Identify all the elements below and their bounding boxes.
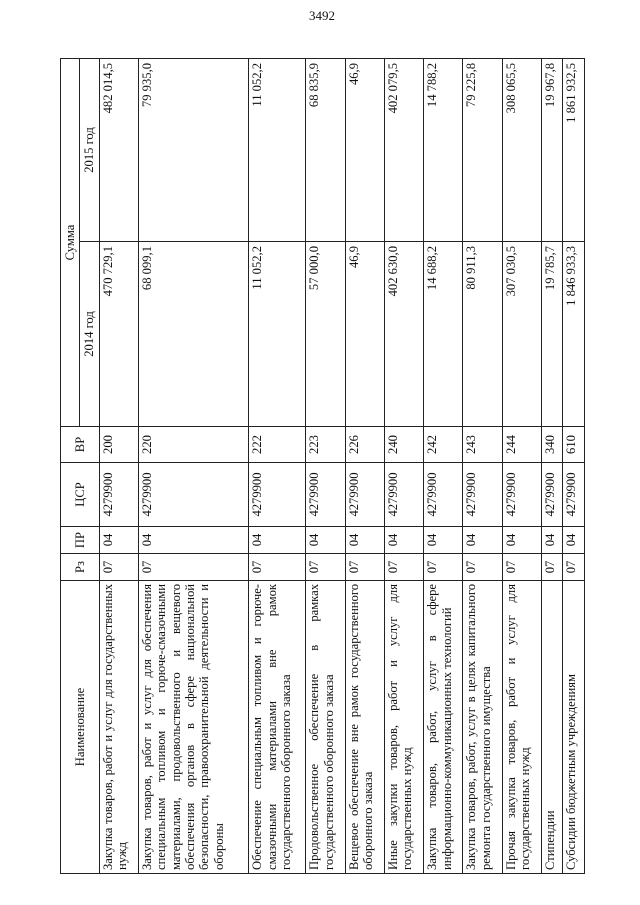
cell-y2014: 470 729,1: [99, 242, 138, 427]
cell-vr: 220: [138, 427, 248, 463]
cell-csr: 4279900: [424, 463, 463, 527]
cell-y2015: 308 065,5: [502, 58, 541, 241]
cell-vr: 223: [306, 427, 345, 463]
cell-name: Обеспечение специальным топливом и горюче-смазочными материалами вне рамок государственного оборонного заказа: [249, 581, 306, 874]
cell-vr: 244: [502, 427, 541, 463]
cell-pr: 04: [463, 527, 502, 554]
cell-rz: 07: [502, 554, 541, 581]
cell-y2015: 482 014,5: [99, 58, 138, 241]
cell-y2014: 19 785,7: [541, 242, 562, 427]
cell-name: Закупка товаров, работ и услуг для обеспечения специальным топливом и горюче-смазочными материалами, продовольственного и вещевого обеспечения органов в сфере национальной безопасности, правоохранительной деятельности и обороны: [138, 581, 248, 874]
cell-pr: 04: [384, 527, 423, 554]
cell-pr: 04: [424, 527, 463, 554]
cell-name: Вещевое обеспечение вне рамок государственного оборонного заказа: [345, 581, 384, 874]
cell-y2015: 1 861 932,5: [563, 58, 585, 241]
table-body: [99, 58, 584, 873]
cell-csr: 4279900: [463, 463, 502, 527]
table-row: [99, 58, 138, 873]
cell-pr: 04: [99, 527, 138, 554]
cell-rz: 07: [345, 554, 384, 581]
cell-y2014: 46,9: [345, 242, 384, 427]
cell-y2015: 79 225,8: [463, 58, 502, 241]
cell-pr: 04: [541, 527, 562, 554]
cell-y2015: 14 788,2: [424, 58, 463, 241]
cell-csr: 4279900: [345, 463, 384, 527]
table-row: [249, 58, 306, 873]
cell-csr: 4279900: [384, 463, 423, 527]
cell-vr: 222: [249, 427, 306, 463]
cell-pr: 04: [138, 527, 248, 554]
cell-rz: 07: [463, 554, 502, 581]
header-pr: ПР: [61, 527, 100, 554]
cell-name: Прочая закупка товаров, работ и услуг для государственных нужд: [502, 581, 541, 874]
cell-y2015: 68 835,9: [306, 58, 345, 241]
table-row: [541, 58, 562, 873]
cell-y2015: 46,9: [345, 58, 384, 241]
header-rz: Рз: [61, 554, 100, 581]
cell-name: Закупка товаров, работ и услуг для государственных нужд: [99, 581, 138, 874]
cell-csr: 4279900: [306, 463, 345, 527]
table-row: [463, 58, 502, 873]
page-number: 3492: [309, 8, 335, 23]
cell-rz: 07: [563, 554, 585, 581]
cell-y2014: 14 688,2: [424, 242, 463, 427]
cell-name: Закупка товаров, работ, услуг в целях капитального ремонта государственного имущества: [463, 581, 502, 874]
header-vr: ВР: [61, 427, 100, 463]
header-name: Наименование: [61, 581, 100, 874]
header-year-2015: 2015 год: [80, 58, 99, 241]
cell-name: Иные закупки товаров, работ и услуг для государственных нужд: [384, 581, 423, 874]
cell-csr: 4279900: [138, 463, 248, 527]
cell-y2014: 68 099,1: [138, 242, 248, 427]
cell-y2015: 402 079,5: [384, 58, 423, 241]
cell-rz: 07: [138, 554, 248, 581]
cell-rz: 07: [249, 554, 306, 581]
cell-csr: 4279900: [541, 463, 562, 527]
table-row: [563, 58, 585, 873]
cell-y2015: 19 967,8: [541, 58, 562, 241]
cell-vr: 226: [345, 427, 384, 463]
cell-y2014: 1 846 933,3: [563, 242, 585, 427]
header-row: [61, 58, 80, 873]
cell-vr: 240: [384, 427, 423, 463]
cell-pr: 04: [563, 527, 585, 554]
cell-y2014: 307 030,5: [502, 242, 541, 427]
table-row: [502, 58, 541, 873]
table-row: [384, 58, 423, 873]
cell-rz: 07: [541, 554, 562, 581]
header-csr: ЦСР: [61, 463, 100, 527]
cell-y2015: 79 935,0: [138, 58, 248, 241]
table-row: [306, 58, 345, 873]
cell-y2014: 80 911,3: [463, 242, 502, 427]
cell-y2014: 11 052,2: [249, 242, 306, 427]
cell-y2014: 57 000,0: [306, 242, 345, 427]
cell-vr: 610: [563, 427, 585, 463]
budget-table: [60, 58, 585, 874]
cell-csr: 4279900: [99, 463, 138, 527]
table-row: [345, 58, 384, 873]
cell-y2015: 11 052,2: [249, 58, 306, 241]
cell-y2014: 402 630,0: [384, 242, 423, 427]
cell-pr: 04: [306, 527, 345, 554]
header-year-2014: 2014 год: [80, 242, 99, 427]
cell-rz: 07: [424, 554, 463, 581]
cell-csr: 4279900: [563, 463, 585, 527]
cell-csr: 4279900: [502, 463, 541, 527]
cell-rz: 07: [99, 554, 138, 581]
cell-pr: 04: [345, 527, 384, 554]
cell-pr: 04: [249, 527, 306, 554]
cell-vr: 340: [541, 427, 562, 463]
cell-name: Закупка товаров, работ, услуг в сфере информационно-коммуникационных технологий: [424, 581, 463, 874]
table-row: [424, 58, 463, 873]
header-sum: Сумма: [61, 58, 80, 426]
cell-csr: 4279900: [249, 463, 306, 527]
cell-rz: 07: [306, 554, 345, 581]
cell-vr: 243: [463, 427, 502, 463]
cell-name: Субсидии бюджетным учреждениям: [563, 581, 585, 874]
rotated-table-container: [60, 59, 585, 874]
cell-rz: 07: [384, 554, 423, 581]
cell-vr: 200: [99, 427, 138, 463]
cell-name: Продовольственное обеспечение в рамках государственного оборонного заказа: [306, 581, 345, 874]
table-row: [138, 58, 248, 873]
cell-vr: 242: [424, 427, 463, 463]
cell-pr: 04: [502, 527, 541, 554]
cell-name: Стипендии: [541, 581, 562, 874]
